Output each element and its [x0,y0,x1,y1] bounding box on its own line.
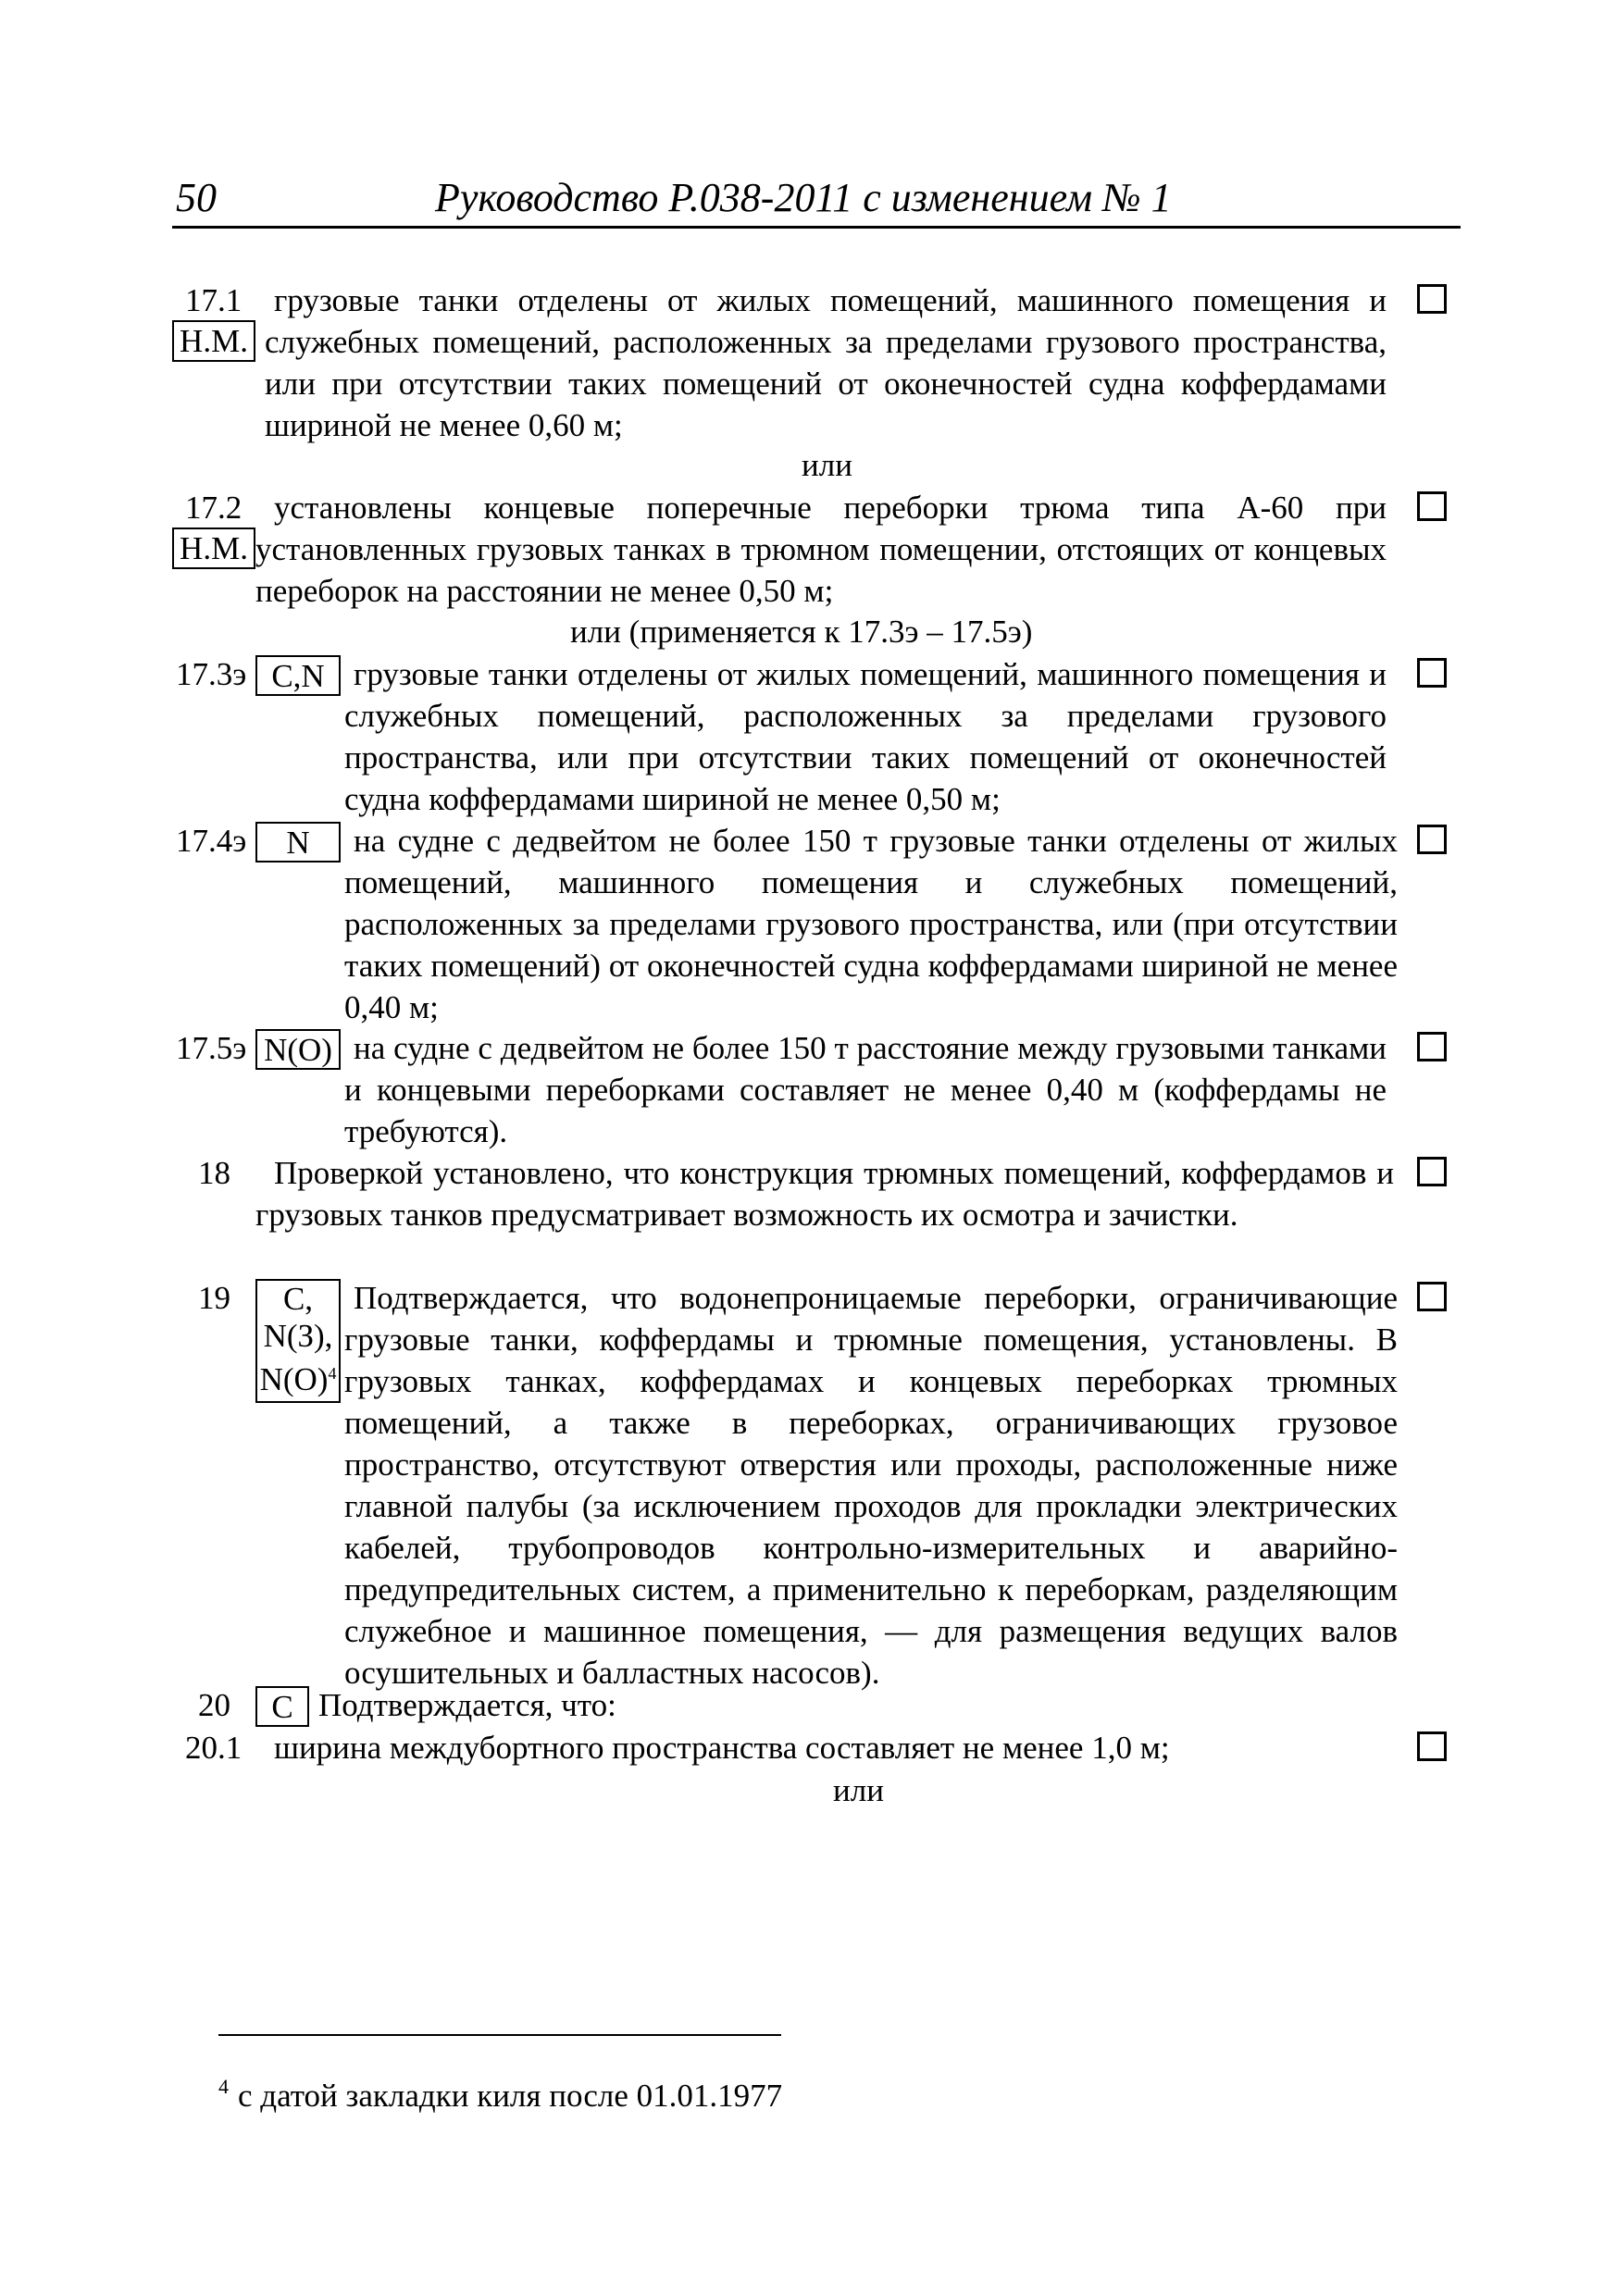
header-rule [172,226,1461,229]
item-tag-17-1: Н.М. [172,320,255,362]
item-number-17-2: 17.2 [185,490,243,526]
checkbox-17-2[interactable] [1417,491,1447,521]
item-tag-17-2: Н.М. [172,527,255,569]
item-number-17-5e: 17.5э [176,1030,247,1066]
checkbox-19[interactable] [1417,1282,1447,1311]
item-text-19: Подтверждается, что водонепроницаемые переборки, ограничивающие грузовые танки, коффердамы и трюмные помещения, установлены. В грузовых танках, коффердамах и концевых переборках трюмных помещений, а также в переборках, ограничивающих грузовое пространство, отсутствуют отверстия или проходы, расположенные ниже главной палубы (за исключением проходов для прокладки электрических кабелей, трубопроводов контрольно-измерительных и аварийно-предупредительных систем, а применительно к переборкам, разделяющим служебное и машинное помещения, — для размещения ведущих валов осушительных и балластных насосов). [344,1280,1398,1691]
item-number-20: 20 [198,1687,230,1723]
item-tag-17-3e: С,N [255,655,341,696]
checkbox-17-4e[interactable] [1417,825,1447,854]
item-text-18: Проверкой установлено, что конструкция трюмных помещений, коффердамов и грузовых танков предусматривает возможность их осмотра и зачистки. [255,1155,1394,1233]
footnote-mark: 4 [218,2075,229,2098]
item-number-20-1: 20.1 [185,1730,243,1766]
item-tag-17-4e: N [255,822,341,863]
checkbox-18[interactable] [1417,1157,1447,1186]
item-text-17-5e: на судне с дедвейтом не более 150 т расстояние между грузовыми танками и концевыми переборками составляет не менее 0,40 м (коффердамы не требуются). [344,1030,1387,1149]
item-number-17-1: 17.1 [185,282,243,318]
page-number: 50 [176,175,217,220]
item-tag-19-line3: $N(O)^4$ [259,1361,337,1397]
item-text-17-4e: на судне с дедвейтом не более 150 т грузовые танки отделены от жилых помещений, машинного помещения и служебных помещений, расположенных за пределами грузового пространства, или (при отсутствии таких помещений) от оконечностей судна коффердамами шириной не менее 0,40 м; [344,823,1398,1025]
footnote [218,2066,782,2116]
running-title: Руководство Р.038-2011 с изменением № 1 [435,175,1172,220]
item-number-17-4e: 17.4э [176,823,247,859]
item-tag-17-5e: N(O) [255,1029,341,1070]
item-text-20: Подтверждается, что: [318,1687,616,1723]
item-text-17-2: установлены концевые поперечные переборки трюма типа А-60 при установленных грузовых танках в трюмном помещении, отстоящих от концевых переборок на расстоянии не менее 0,50 м; [255,490,1387,609]
or-separator-1: или [802,447,852,483]
footnote-text: с датой закладки киля после 01.01.1977 [238,2078,783,2114]
item-tag-19-line2: N(З), [263,1318,333,1354]
footnote-ref-4: 4 [328,1364,337,1383]
or-separator-3: или [833,1772,884,1808]
or-separator-2: или (применяется к 17.3э – 17.5э) [570,614,1033,650]
item-tag-19-line1: С, [282,1281,314,1317]
checkbox-20-1[interactable] [1417,1731,1447,1761]
item-tag-20: С [255,1686,309,1727]
item-text-17-3e: грузовые танки отделены от жилых помещений, машинного помещения и служебных помещений, расположенных за пределами грузового пространства, или при отсутствии таких помещений от оконечностей судна коффердамами шириной не менее 0,50 м; [344,656,1387,817]
item-number-19: 19 [198,1280,230,1316]
item-number-17-3e: 17.3э [176,656,247,692]
item-text-20-1: ширина междубортного пространства составляет не менее 1,0 м; [274,1730,1170,1766]
item-tag-19 [255,1279,341,1403]
item-number-18: 18 [198,1155,230,1191]
item-text-17-1: грузовые танки отделены от жилых помещений, машинного помещения и служебных помещений, расположенных за пределами грузового пространства, или при отсутствии таких помещений от оконечностей судна коффердамами шириной не менее 0,60 м; [265,282,1387,443]
checkbox-17-3e[interactable] [1417,658,1447,688]
footnote-rule [218,2034,781,2036]
checkbox-17-1[interactable] [1417,284,1447,314]
checkbox-17-5e[interactable] [1417,1032,1447,1061]
